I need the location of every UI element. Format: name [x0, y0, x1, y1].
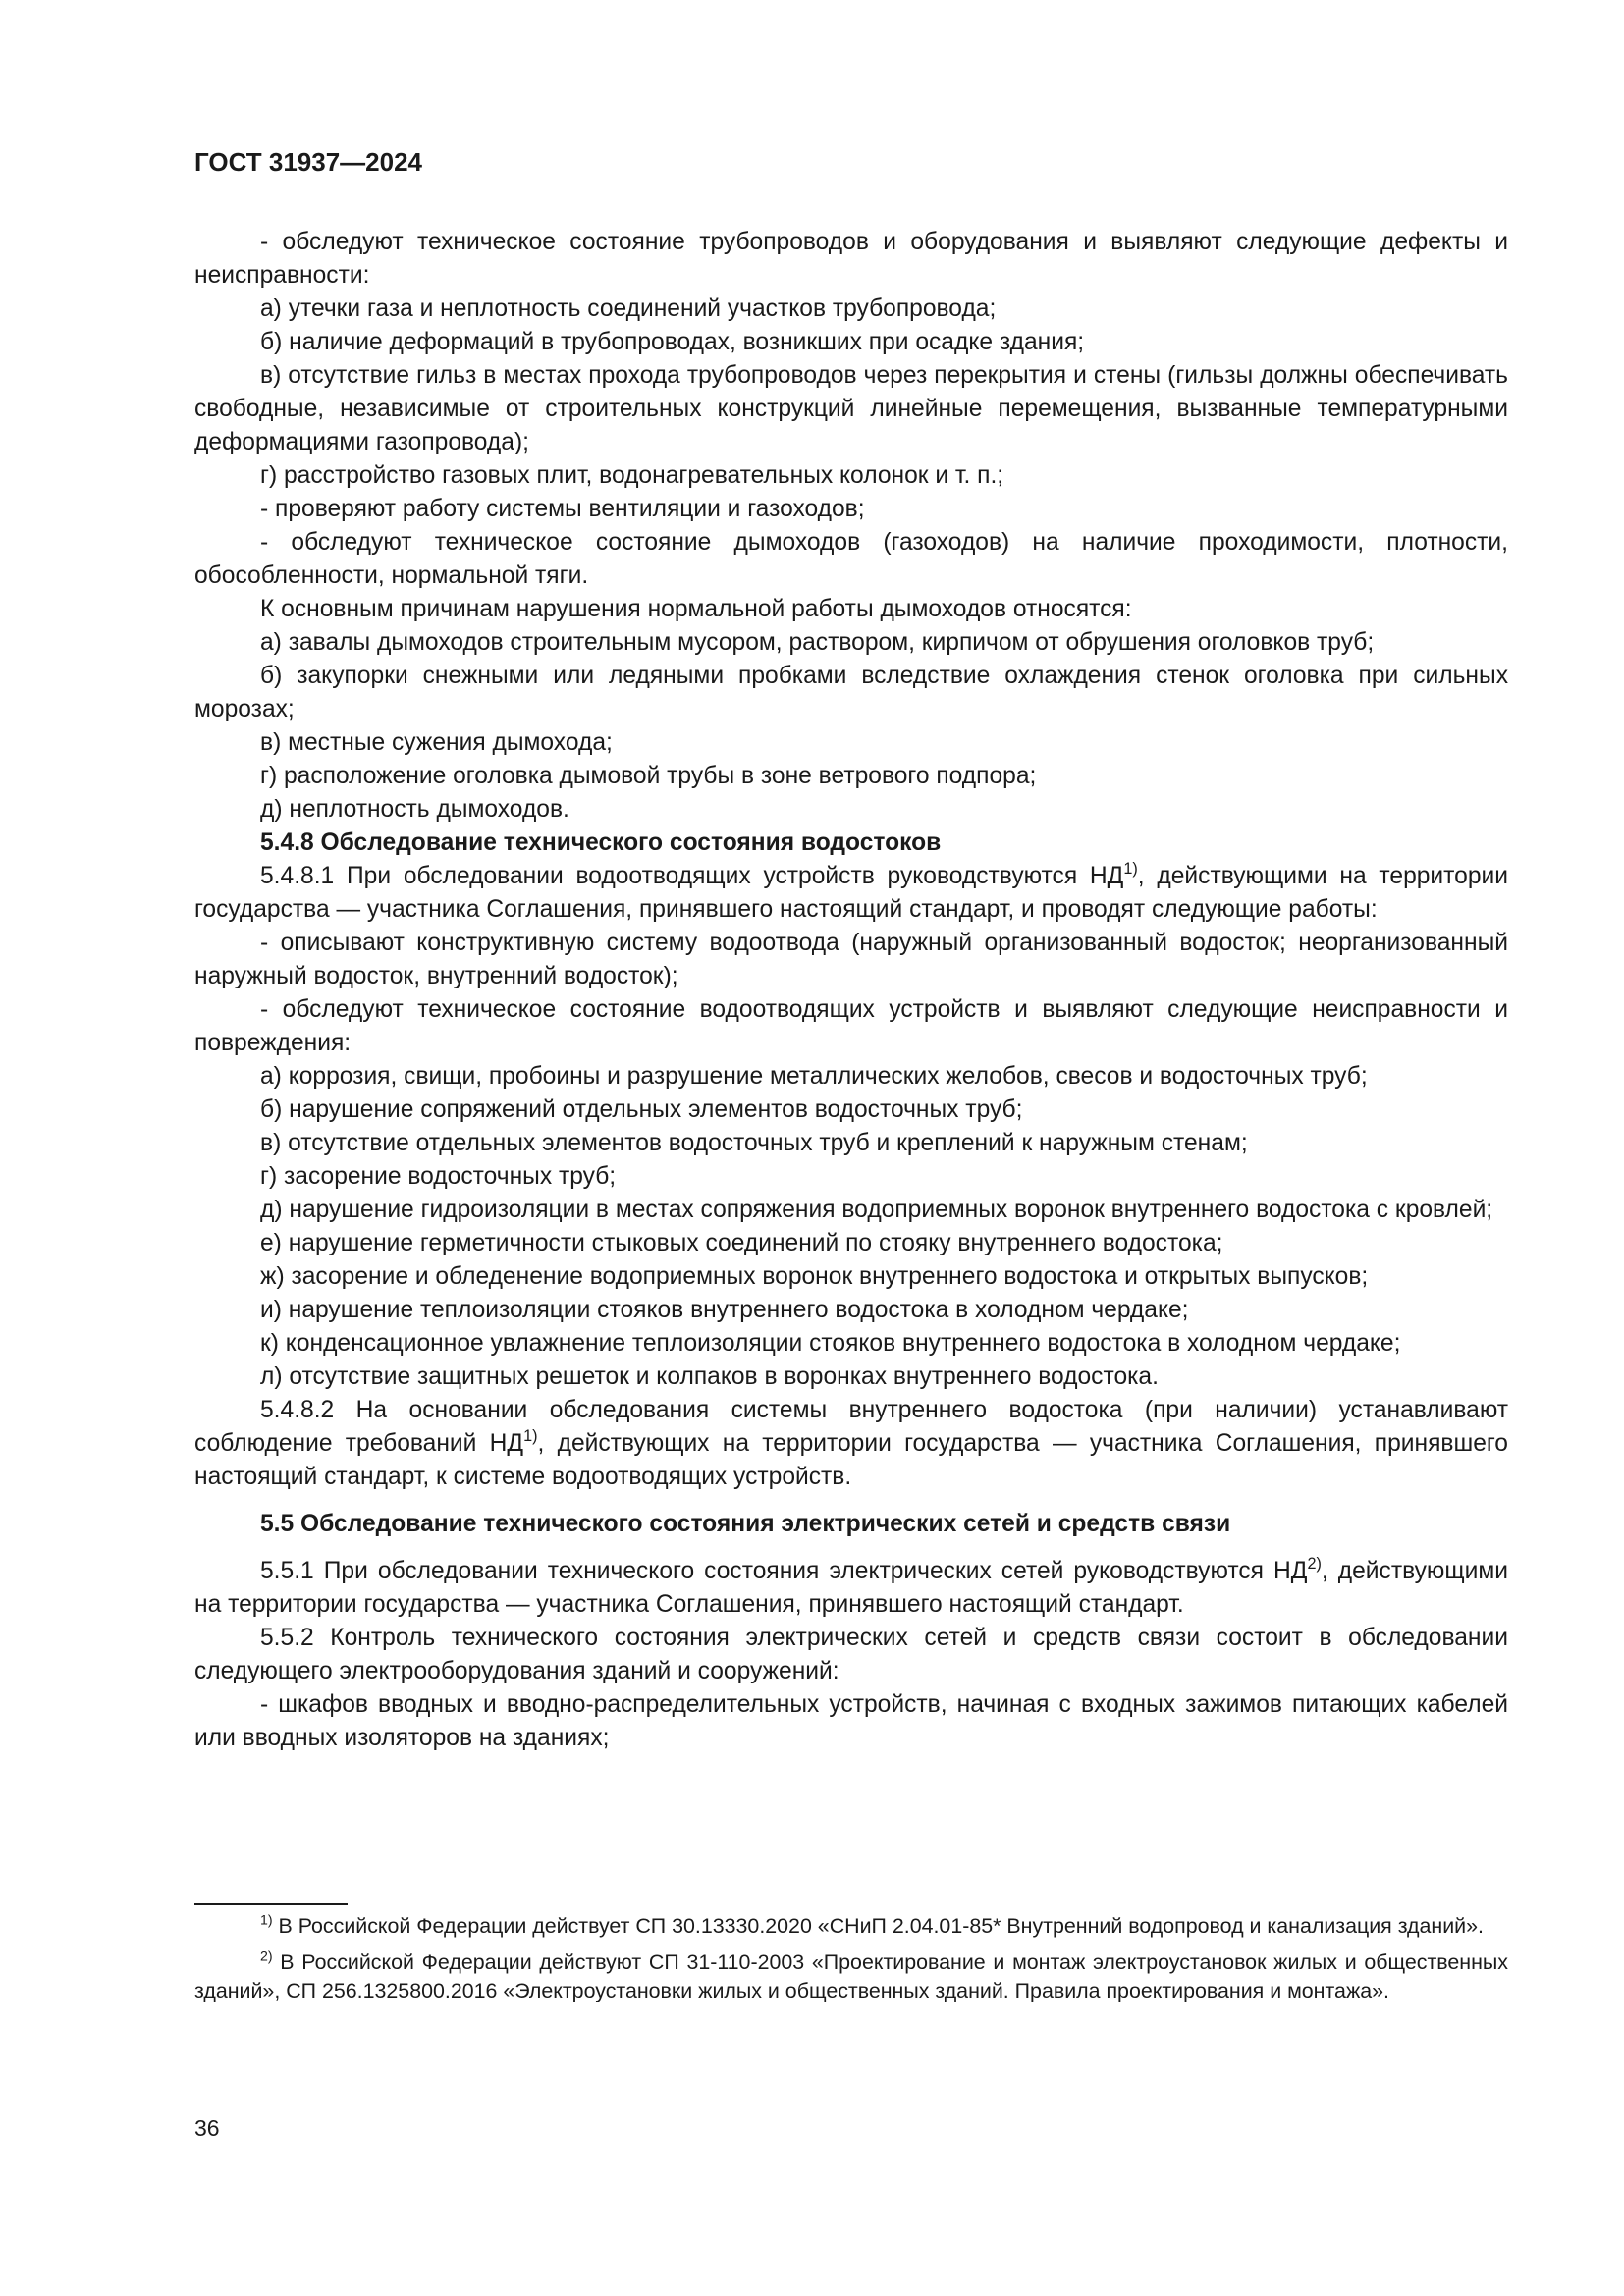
list-item: б) наличие деформаций в трубопроводах, возникших при осадке здания; — [260, 329, 1085, 355]
list-item: д) нарушение гидроизоляции в местах сопряжения водоприемных воронок внутреннего водостока с кровлей; — [260, 1197, 1493, 1223]
list-item: а) утечки газа и неплотность соединений участков трубопровода; — [260, 295, 997, 322]
list-item: в) местные сужения дымохода; — [260, 729, 613, 756]
footnote — [194, 1949, 1508, 2005]
list-item: е) нарушение герметичности стыковых соединений по стояку внутреннего водостока; — [260, 1230, 1223, 1256]
footnote-mark: 1) — [260, 1911, 273, 1928]
list-item: - шкафов вводных и вводно-распределительных устройств, начиная с входных зажимов питающих кабелей или вводных изоляторов на зданиях; — [194, 1691, 1508, 1751]
main-text — [194, 226, 1508, 1755]
list-item: б) закупорки снежными или ледяными пробками вследствие охлаждения стенок оголовка при сильных морозах; — [194, 663, 1508, 722]
list-item: ж) засорение и обледенение водоприемных воронок внутреннего водостока и открытых выпусков; — [260, 1263, 1369, 1290]
document-code: ГОСТ 31937—2024 — [194, 147, 422, 177]
list-item: а) завалы дымоходов строительным мусором, раствором, кирпичом от обрушения оголовков труб; — [260, 629, 1375, 656]
list-item: а) коррозия, свищи, пробоины и разрушение металлических желобов, свесов и водосточных труб; — [260, 1063, 1368, 1090]
footnote-text: В Российской Федерации действуют СП 31-110-2003 «Проектирование и монтаж электроустановок жилых и общественных зданий», СП 256.1325800.2016 «Электроустановки жилых и общественных зданий. Правила проектирования и монтажа». — [194, 1950, 1508, 2002]
footnote — [194, 1912, 1508, 1941]
list-item: б) нарушение сопряжений отдельных элементов водосточных труб; — [260, 1096, 1023, 1123]
paragraph: - обследуют техническое состояние трубопроводов и оборудования и выявляют следующие дефекты и неисправности: — [194, 229, 1508, 289]
list-item: - проверяют работу системы вентиляции и газоходов; — [260, 496, 865, 522]
paragraph-text: , действующими на территории государства — участника Соглашения, принявшего настоящий стандарт. — [194, 1558, 1508, 1618]
list-item: г) расстройство газовых плит, водонагревательных колонок и т. п.; — [260, 462, 1004, 489]
footnote-ref: 1) — [523, 1426, 538, 1445]
paragraph-text: , действующими на территории государства — участника Соглашения, принявшего настоящий стандарт, и проводят следующие работы: — [194, 863, 1508, 923]
footnote-separator — [194, 1903, 348, 1905]
subsection-heading: 5.4.8 Обследование технического состояния водостоков — [260, 829, 942, 856]
paragraph: К основным причинам нарушения нормальной работы дымоходов относятся: — [260, 596, 1132, 622]
list-item: л) отсутствие защитных решеток и колпаков в воронках внутреннего водостока. — [260, 1363, 1159, 1390]
list-item: в) отсутствие отдельных элементов водосточных труб и креплений к наружным стенам; — [260, 1130, 1248, 1156]
list-item: д) неплотность дымоходов. — [260, 796, 569, 823]
paragraph — [194, 860, 1508, 927]
footnote-ref: 2) — [1307, 1554, 1322, 1573]
paragraph — [194, 1555, 1508, 1622]
footnote-ref: 1) — [1123, 859, 1138, 878]
list-item: к) конденсационное увлажнение теплоизоляции стояков внутреннего водостока в холодном чердаке; — [260, 1330, 1401, 1357]
list-item: - обследуют техническое состояние водоотводящих устройств и выявляют следующие неисправности и повреждения: — [194, 996, 1508, 1056]
footnote-mark: 2) — [260, 1948, 273, 1964]
list-item: - обследуют техническое состояние дымоходов (газоходов) на наличие проходимости, плотности, обособленности, нормальной тяги. — [194, 529, 1508, 589]
footnote-text: В Российской Федерации действует СП 30.13330.2020 «СНиП 2.04.01-85* Внутренний водопровод и канализация зданий». — [272, 1914, 1484, 1938]
list-item: г) засорение водосточных труб; — [260, 1163, 617, 1190]
list-item: в) отсутствие гильз в местах прохода трубопроводов через перекрытия и стены (гильзы должны обеспечивать свободные, независимые от строительных конструкций линейные перемещения, вызванные температурными деформациями газопровода); — [194, 362, 1508, 455]
list-item: - описывают конструктивную систему водоотвода (наружный организованный водосток; неорганизованный наружный водосток, внутренний водосток); — [194, 930, 1508, 989]
paragraph — [194, 1394, 1508, 1494]
section-heading: 5.5 Обследование технического состояния электрических сетей и средств связи — [260, 1511, 1231, 1537]
paragraph-text: 5.4.8.1 При обследовании водоотводящих устройств руководствуются НД — [260, 863, 1124, 889]
list-item: и) нарушение теплоизоляции стояков внутреннего водостока в холодном чердаке; — [260, 1297, 1189, 1323]
page-number: 36 — [194, 2115, 220, 2141]
paragraph-text: 5.5.1 При обследовании технического состояния электрических сетей руководствуются НД — [260, 1558, 1308, 1584]
paragraph-text: 5.4.8.2 На основании обследования системы внутреннего водостока (при наличии) устанавливают соблюдение требований НД — [194, 1397, 1508, 1457]
paragraph: 5.5.2 Контроль технического состояния электрических сетей и средств связи состоит в обследовании следующего электрооборудования зданий и сооружений: — [194, 1625, 1508, 1684]
list-item: г) расположение оголовка дымовой трубы в зоне ветрового подпора; — [260, 763, 1037, 789]
paragraph-text: , действующих на территории государства — участника Соглашения, принявшего настоящий стандарт, к системе водоотводящих устройств. — [194, 1430, 1508, 1490]
footnotes — [194, 1912, 1508, 2013]
